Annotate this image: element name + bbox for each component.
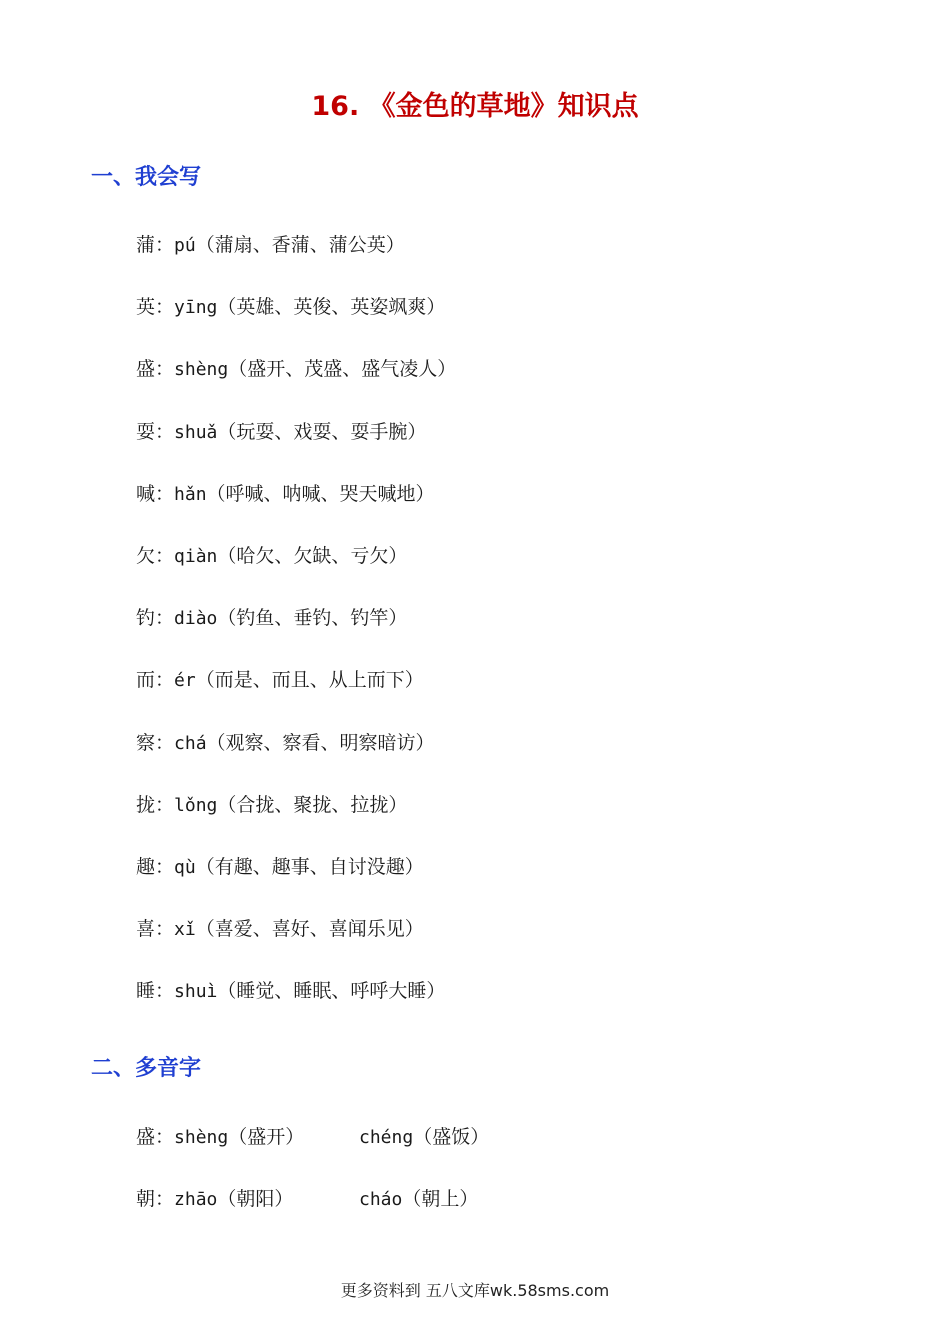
vocab-row bbox=[136, 854, 424, 881]
vocab-pinyin: shuǎ bbox=[174, 422, 218, 443]
vocab-char: 而： bbox=[136, 669, 175, 691]
vocab-char: 喜： bbox=[136, 918, 175, 940]
polyphone-char: 朝： bbox=[136, 1188, 175, 1210]
section-heading-polyphone: 二、多音字 bbox=[91, 1056, 202, 1081]
vocab-words: （盛开、茂盛、盛气凌人） bbox=[228, 358, 457, 380]
vocab-row bbox=[136, 543, 407, 570]
vocab-row bbox=[136, 605, 407, 632]
polyphone-pinyin-1: zhāo bbox=[174, 1189, 218, 1210]
vocab-pinyin: chá bbox=[174, 733, 207, 754]
vocab-words: （呼喊、呐喊、哭天喊地） bbox=[206, 483, 435, 505]
vocab-pinyin: diào bbox=[174, 608, 218, 629]
vocab-words: （有趣、趣事、自讨没趣） bbox=[195, 856, 424, 878]
vocab-char: 蒲： bbox=[136, 234, 175, 256]
polyphone-words-1: （盛开） bbox=[228, 1126, 305, 1148]
footer-text: 更多资料到 五八文库wk.58sms.com bbox=[340, 1281, 610, 1300]
vocab-row bbox=[136, 232, 405, 259]
vocab-char: 拢： bbox=[136, 794, 175, 816]
polyphone-pinyin-2: chéng bbox=[359, 1127, 414, 1148]
polyphone-words-1: （朝阳） bbox=[217, 1188, 294, 1210]
vocab-row bbox=[136, 730, 435, 757]
vocab-char: 欠： bbox=[136, 545, 175, 567]
section-heading-write: 一、我会写 bbox=[91, 165, 202, 190]
vocab-char: 耍： bbox=[136, 421, 175, 443]
vocab-row bbox=[136, 481, 435, 508]
vocab-char: 英： bbox=[136, 296, 175, 318]
vocab-words: （哈欠、欠缺、亏欠） bbox=[217, 545, 408, 567]
polyphone-row bbox=[136, 1124, 490, 1151]
vocab-words: （英雄、英俊、英姿飒爽） bbox=[217, 296, 446, 318]
vocab-pinyin: qù bbox=[174, 857, 196, 878]
page-title: 16. 《金色的草地》知识点 bbox=[311, 91, 639, 122]
vocab-pinyin: shèng bbox=[174, 359, 229, 380]
polyphone-reading-2 bbox=[359, 1124, 489, 1151]
vocab-char: 盛： bbox=[136, 358, 175, 380]
vocab-char: 钓： bbox=[136, 607, 175, 629]
vocab-words: （合拢、聚拢、拉拢） bbox=[217, 794, 408, 816]
vocab-pinyin: shuì bbox=[174, 981, 218, 1002]
vocab-pinyin: yīng bbox=[174, 297, 218, 318]
vocab-words: （睡觉、睡眠、呼呼大睡） bbox=[217, 980, 446, 1002]
vocab-row bbox=[136, 667, 424, 694]
vocab-row bbox=[136, 356, 456, 383]
vocab-char: 趣： bbox=[136, 856, 175, 878]
vocab-char: 睡： bbox=[136, 980, 175, 1002]
vocab-words: （玩耍、戏耍、耍手腕） bbox=[217, 421, 427, 443]
polyphone-pinyin-2: cháo bbox=[359, 1189, 403, 1210]
vocab-words: （观察、察看、明察暗访） bbox=[206, 732, 435, 754]
polyphone-reading-2 bbox=[359, 1186, 478, 1213]
vocab-pinyin: hǎn bbox=[174, 484, 207, 505]
vocab-words: （蒲扇、香蒲、蒲公英） bbox=[195, 234, 405, 256]
vocab-row bbox=[136, 419, 426, 446]
vocab-pinyin: pú bbox=[174, 235, 196, 256]
polyphone-pinyin-1: shèng bbox=[174, 1127, 229, 1148]
vocab-char: 喊： bbox=[136, 483, 175, 505]
vocab-row bbox=[136, 916, 424, 943]
vocab-row bbox=[136, 294, 445, 321]
vocab-words: （钓鱼、垂钓、钓竿） bbox=[217, 607, 408, 629]
vocab-row bbox=[136, 792, 407, 819]
vocab-row bbox=[136, 978, 445, 1005]
vocab-pinyin: qiàn bbox=[174, 546, 218, 567]
polyphone-char: 盛： bbox=[136, 1126, 175, 1148]
vocab-pinyin: lǒng bbox=[174, 795, 218, 816]
polyphone-words-2: （朝上） bbox=[402, 1188, 479, 1210]
vocab-words: （喜爱、喜好、喜闻乐见） bbox=[195, 918, 424, 940]
polyphone-row bbox=[136, 1186, 479, 1213]
vocab-pinyin: xǐ bbox=[174, 919, 196, 940]
vocab-char: 察： bbox=[136, 732, 175, 754]
vocab-pinyin: ér bbox=[174, 670, 196, 691]
polyphone-words-2: （盛饭） bbox=[413, 1126, 490, 1148]
vocab-words: （而是、而且、从上而下） bbox=[195, 669, 424, 691]
